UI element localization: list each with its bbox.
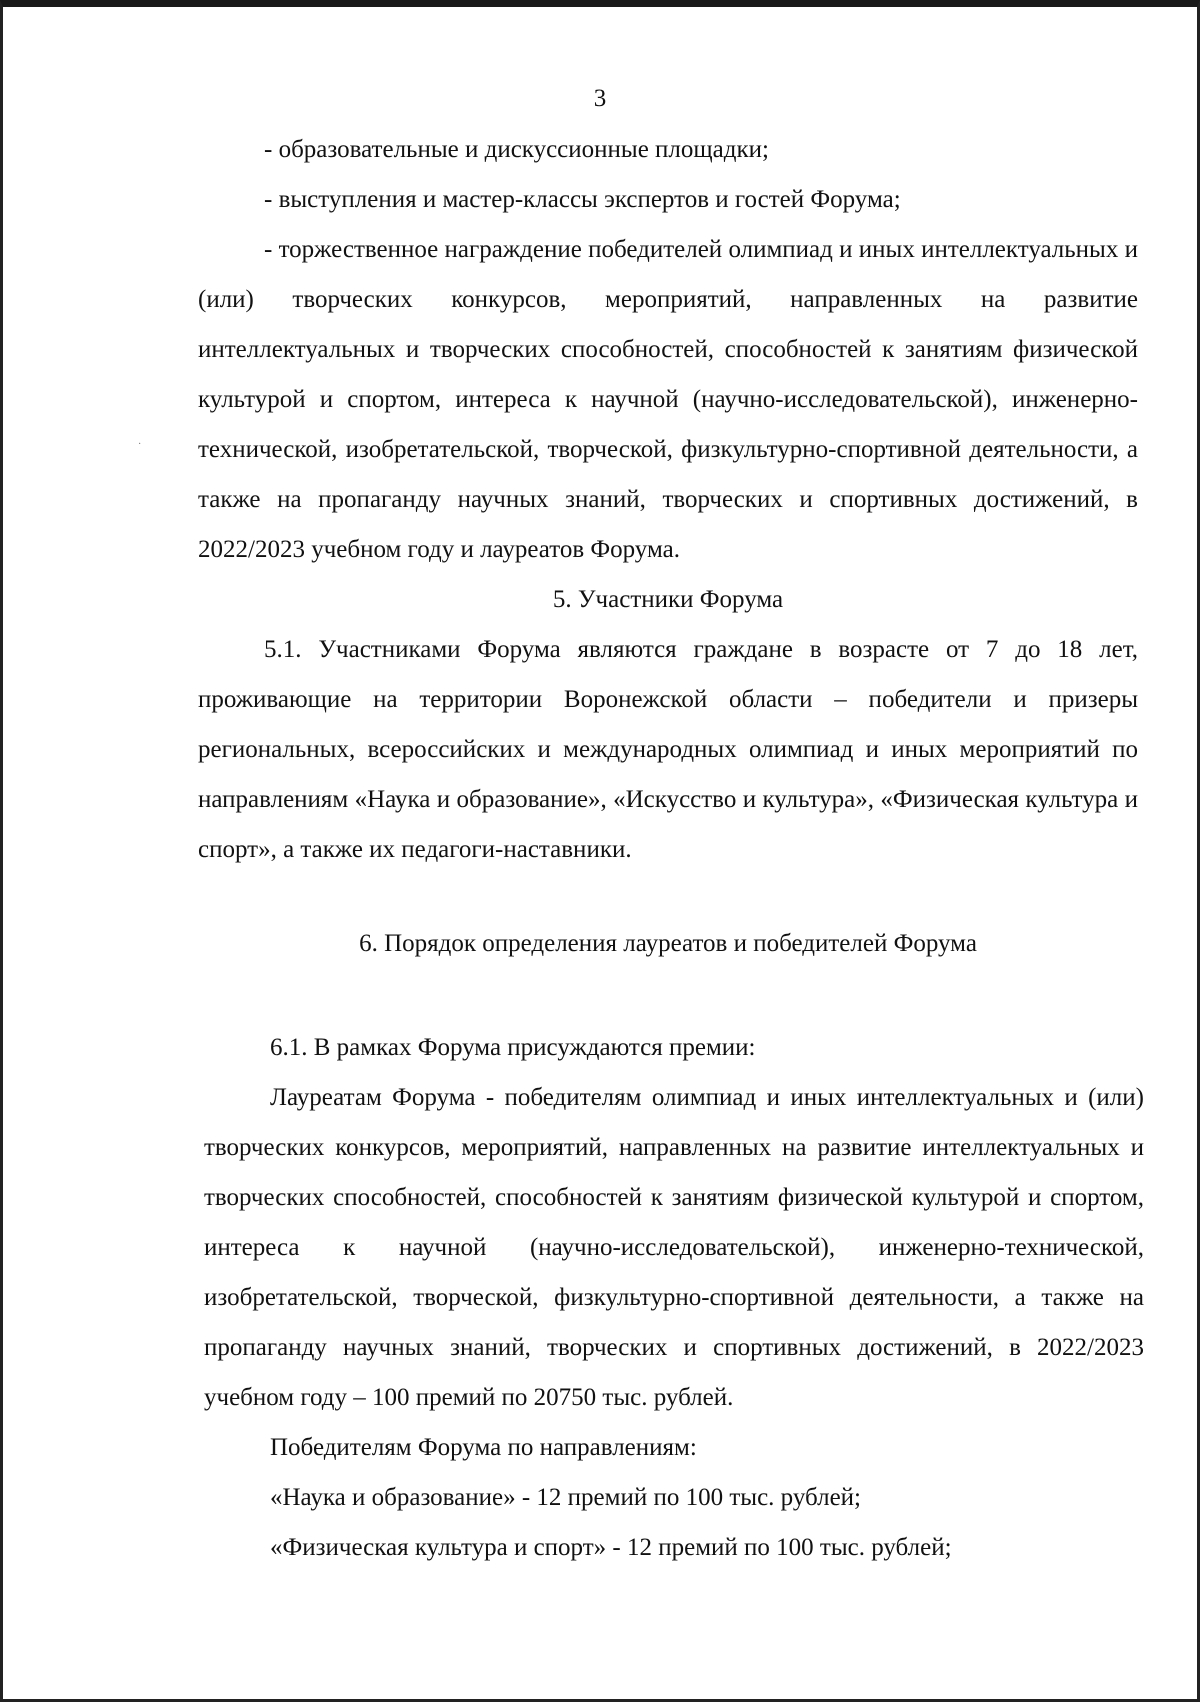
list-item-platforms: - образовательные и дискуссионные площадки; (264, 136, 769, 163)
section-heading-laureates: 6. Порядок определения лауреатов и победителей Форума (359, 930, 977, 957)
list-item-science: «Наука и образование» - 12 премий по 100 тыс. рублей; (270, 1484, 862, 1511)
paragraph-winners-intro: Победителям Форума по направлениям: (270, 1434, 697, 1461)
section-heading-participants: 5. Участники Форума (552, 586, 784, 613)
page-number: 3 (593, 85, 607, 112)
scan-artifact: · (138, 439, 142, 450)
paragraph-laureates: Лауреатам Форума - победителям олимпиад и иных интеллектуальных и (или) творческих конкурсов, мероприятий, направленных на развитие интеллектуальных и творческих способностей, способностей к занятиям физической культурой и спортом, интереса к научной (научно-исследовательской), инженерно-технической, изобретательской, творческой, физкультурно-спортивной деятельности, а также на пропаганду научных знаний, творческих и спортивных достижений, в 2022/2023 учебном году – 100 премий по 20750 тыс. рублей. (204, 1084, 1144, 1411)
paragraph-5-1: 5.1. Участниками Форума являются граждане в возрасте от 7 до 18 лет, проживающие на территории Воронежской области – победители и призеры региональных, всероссийских и международных олимпиад и иных мероприятий по направлениям «Наука и образование», «Искусство и культура», «Физическая культура и спорт», а также их педагоги-наставники. (198, 636, 1138, 863)
text-block-lower (204, 1023, 1144, 1573)
list-item-sport: «Физическая культура и спорт» - 12 премий по 100 тыс. рублей; (270, 1534, 952, 1561)
text-block-upper (198, 125, 1138, 969)
paragraph-6-1: 6.1. В рамках Форума присуждаются премии: (270, 1034, 756, 1061)
list-item-masterclasses: - выступления и мастер-классы экспертов и гостей Форума; (264, 186, 901, 213)
list-item-awarding: - торжественное награждение победителей олимпиад и иных интеллектуальных и (или) творческих конкурсов, мероприятий, направленных на развитие интеллектуальных и творческих способностей, способностей к занятиям физической культурой и спортом, интереса к научной (научно-исследовательской), инженерно-технической, изобретательской, творческой, физкультурно-спортивной деятельности, а также на пропаганду научных знаний, творческих и спортивных достижений, в 2022/2023 учебном году и лауреатов Форума. (198, 236, 1138, 563)
